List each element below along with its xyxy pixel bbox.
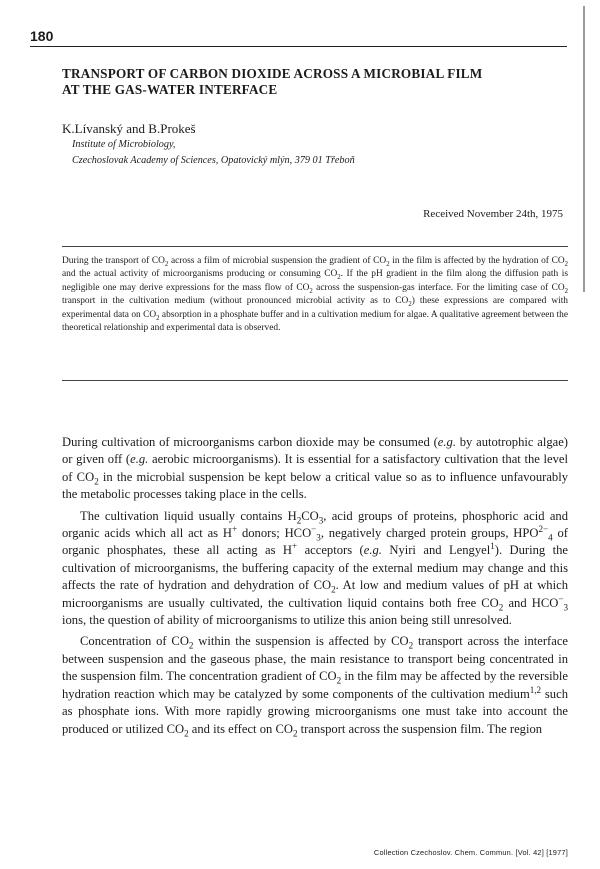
paragraph-2 — [62, 508, 568, 630]
scan-edge-line — [583, 6, 585, 292]
text: During cultivation of microorganisms carbon dioxide may be consumed ( — [62, 435, 438, 449]
text: . At low and medium values of pH at which microorganisms are usually cultivated, the cultivation liquid contains both free CO — [62, 578, 568, 610]
text: within the suspension is affected by CO — [193, 634, 409, 649]
abstract-rule-bottom — [62, 380, 568, 381]
institute-line-2: Czechoslovak Academy of Sciences, Opatovický mlýn, 379 01 Třeboň — [72, 155, 355, 166]
subscript: 2 — [156, 314, 160, 322]
text: e.g. — [363, 543, 382, 558]
subscript: 2 — [184, 728, 189, 739]
text: transport across the interface between suspension and the gaseous phase, the main resistance to transport being concentrated in the suspension film. The concentration gradient of CO — [62, 634, 568, 684]
paragraph-3 — [62, 633, 568, 737]
superscript: − — [311, 523, 317, 534]
text: transport across the suspension film. The region — [297, 721, 543, 736]
text: , acid groups of proteins, phosphoric acid and organic acids which all act as H — [62, 508, 569, 541]
journal-citation: Collection Czechoslov. Chem. Commun. [Vol. 42] [1977] — [373, 848, 568, 857]
text: by autotrophic algae) or given off ( — [62, 435, 568, 467]
abstract-text: transport in the cultivation medium (without pronounced microbial activity as to CO — [62, 296, 409, 307]
superscript: + — [232, 523, 238, 534]
abstract — [62, 255, 568, 335]
subscript: 3 — [563, 602, 568, 613]
subscript: 2 — [337, 274, 341, 282]
subscript: 2 — [386, 260, 390, 268]
superscript: + — [292, 541, 298, 552]
text: Nyiri and Lengyel — [381, 543, 491, 558]
superscript: − — [558, 593, 564, 604]
superscript: 2− — [538, 523, 549, 534]
subscript: 2 — [331, 584, 336, 595]
subscript: 4 — [548, 532, 553, 543]
text: The cultivation liquid usually contains H — [80, 508, 297, 523]
text: and its effect on CO — [188, 721, 293, 736]
abstract-rule-top — [62, 246, 568, 247]
abstract-text: During the transport of CO — [62, 256, 165, 266]
abstract-text: in the film is affected by the hydration of CO — [389, 256, 565, 266]
abstract-text: across the suspension-gas interface. For the limiting case of CO — [312, 282, 565, 293]
article-title — [62, 66, 552, 98]
received-date: Received November 24th, 1975 — [423, 208, 563, 220]
subscript: 2 — [188, 640, 194, 651]
subscript: 2 — [94, 476, 99, 487]
subscript: 3 — [316, 532, 321, 543]
text: acceptors ( — [297, 543, 364, 558]
subscript: 2 — [336, 675, 342, 686]
text: e.g. — [437, 435, 456, 449]
page-number: 180 — [30, 28, 54, 44]
title-line-1: TRANSPORT OF CARBON DIOXIDE ACROSS A MICROBIAL FILM — [62, 66, 483, 81]
subscript: 2 — [309, 287, 313, 295]
abstract-text: and the actual activity of microorganisms producing or consuming CO — [62, 269, 338, 280]
abstract-text: across a film of microbial suspension the gradient of CO — [168, 256, 387, 266]
text: in the film may be affected by the reversible hydration reaction which may be catalyzed by some components of the cultivation medium — [62, 669, 568, 701]
subscript: 2 — [292, 728, 298, 739]
text: Concentration of CO — [80, 634, 189, 649]
subscript: 2 — [564, 260, 568, 268]
text: , negatively charged protein groups, HPO — [320, 526, 539, 541]
subscript: 2 — [296, 515, 302, 526]
text: ions, the question of ability of microorganisms to utilize this anion being still unresolved. — [62, 613, 512, 628]
body-text — [62, 434, 568, 742]
header-rule — [30, 46, 567, 47]
text: in the microbial suspension be kept below a critical value so as to influence unfavourably the metabolic processes taking place in the cells. — [62, 469, 568, 502]
subscript: 2 — [408, 640, 414, 651]
text: CO — [301, 508, 319, 523]
abstract-text: . If the pH gradient in the film along the diffusion path is negligible one may derive expressions for the mass flow of CO — [62, 269, 568, 293]
subscript: 2 — [164, 260, 169, 268]
text: ). During the cultivation of microorganisms, the buffering capacity of the external medium may change and this affects the rate of hydration and dehydration of CO — [62, 543, 569, 593]
citation-ref: 1 — [490, 541, 495, 552]
abstract-text: ) these expressions are compared with experimental data on CO — [62, 296, 568, 320]
institute-line-1: Institute of Microbiology, — [72, 139, 176, 150]
text: e.g. — [130, 452, 149, 467]
text: donors; HCO — [237, 526, 312, 541]
text: aerobic microorganisms). It is essential for a satisfactory cultivation that the level of CO — [62, 452, 568, 484]
text: and HCO — [503, 595, 559, 610]
subscript: 2 — [498, 602, 504, 613]
abstract-text: absorption in a phosphate buffer and in a cultivation medium for algae. A qualitative agreement between the theoretical relationship and experimental data is observed. — [62, 309, 568, 334]
subscript: 2 — [408, 301, 412, 309]
text: of organic phosphates, these all acting as H — [62, 526, 569, 558]
title-line-2: AT THE GAS-WATER INTERFACE — [62, 82, 278, 97]
citation-ref: 1,2 — [529, 684, 542, 695]
subscript: 2 — [564, 287, 568, 295]
text: such as phosphate ions. With more rapidly growing microorganisms one must take into account the produced or utilized CO — [62, 686, 568, 736]
subscript: 3 — [318, 515, 324, 526]
authors: K.Lívanský and B.Prokeš — [62, 121, 196, 136]
paragraph-1 — [62, 434, 568, 504]
